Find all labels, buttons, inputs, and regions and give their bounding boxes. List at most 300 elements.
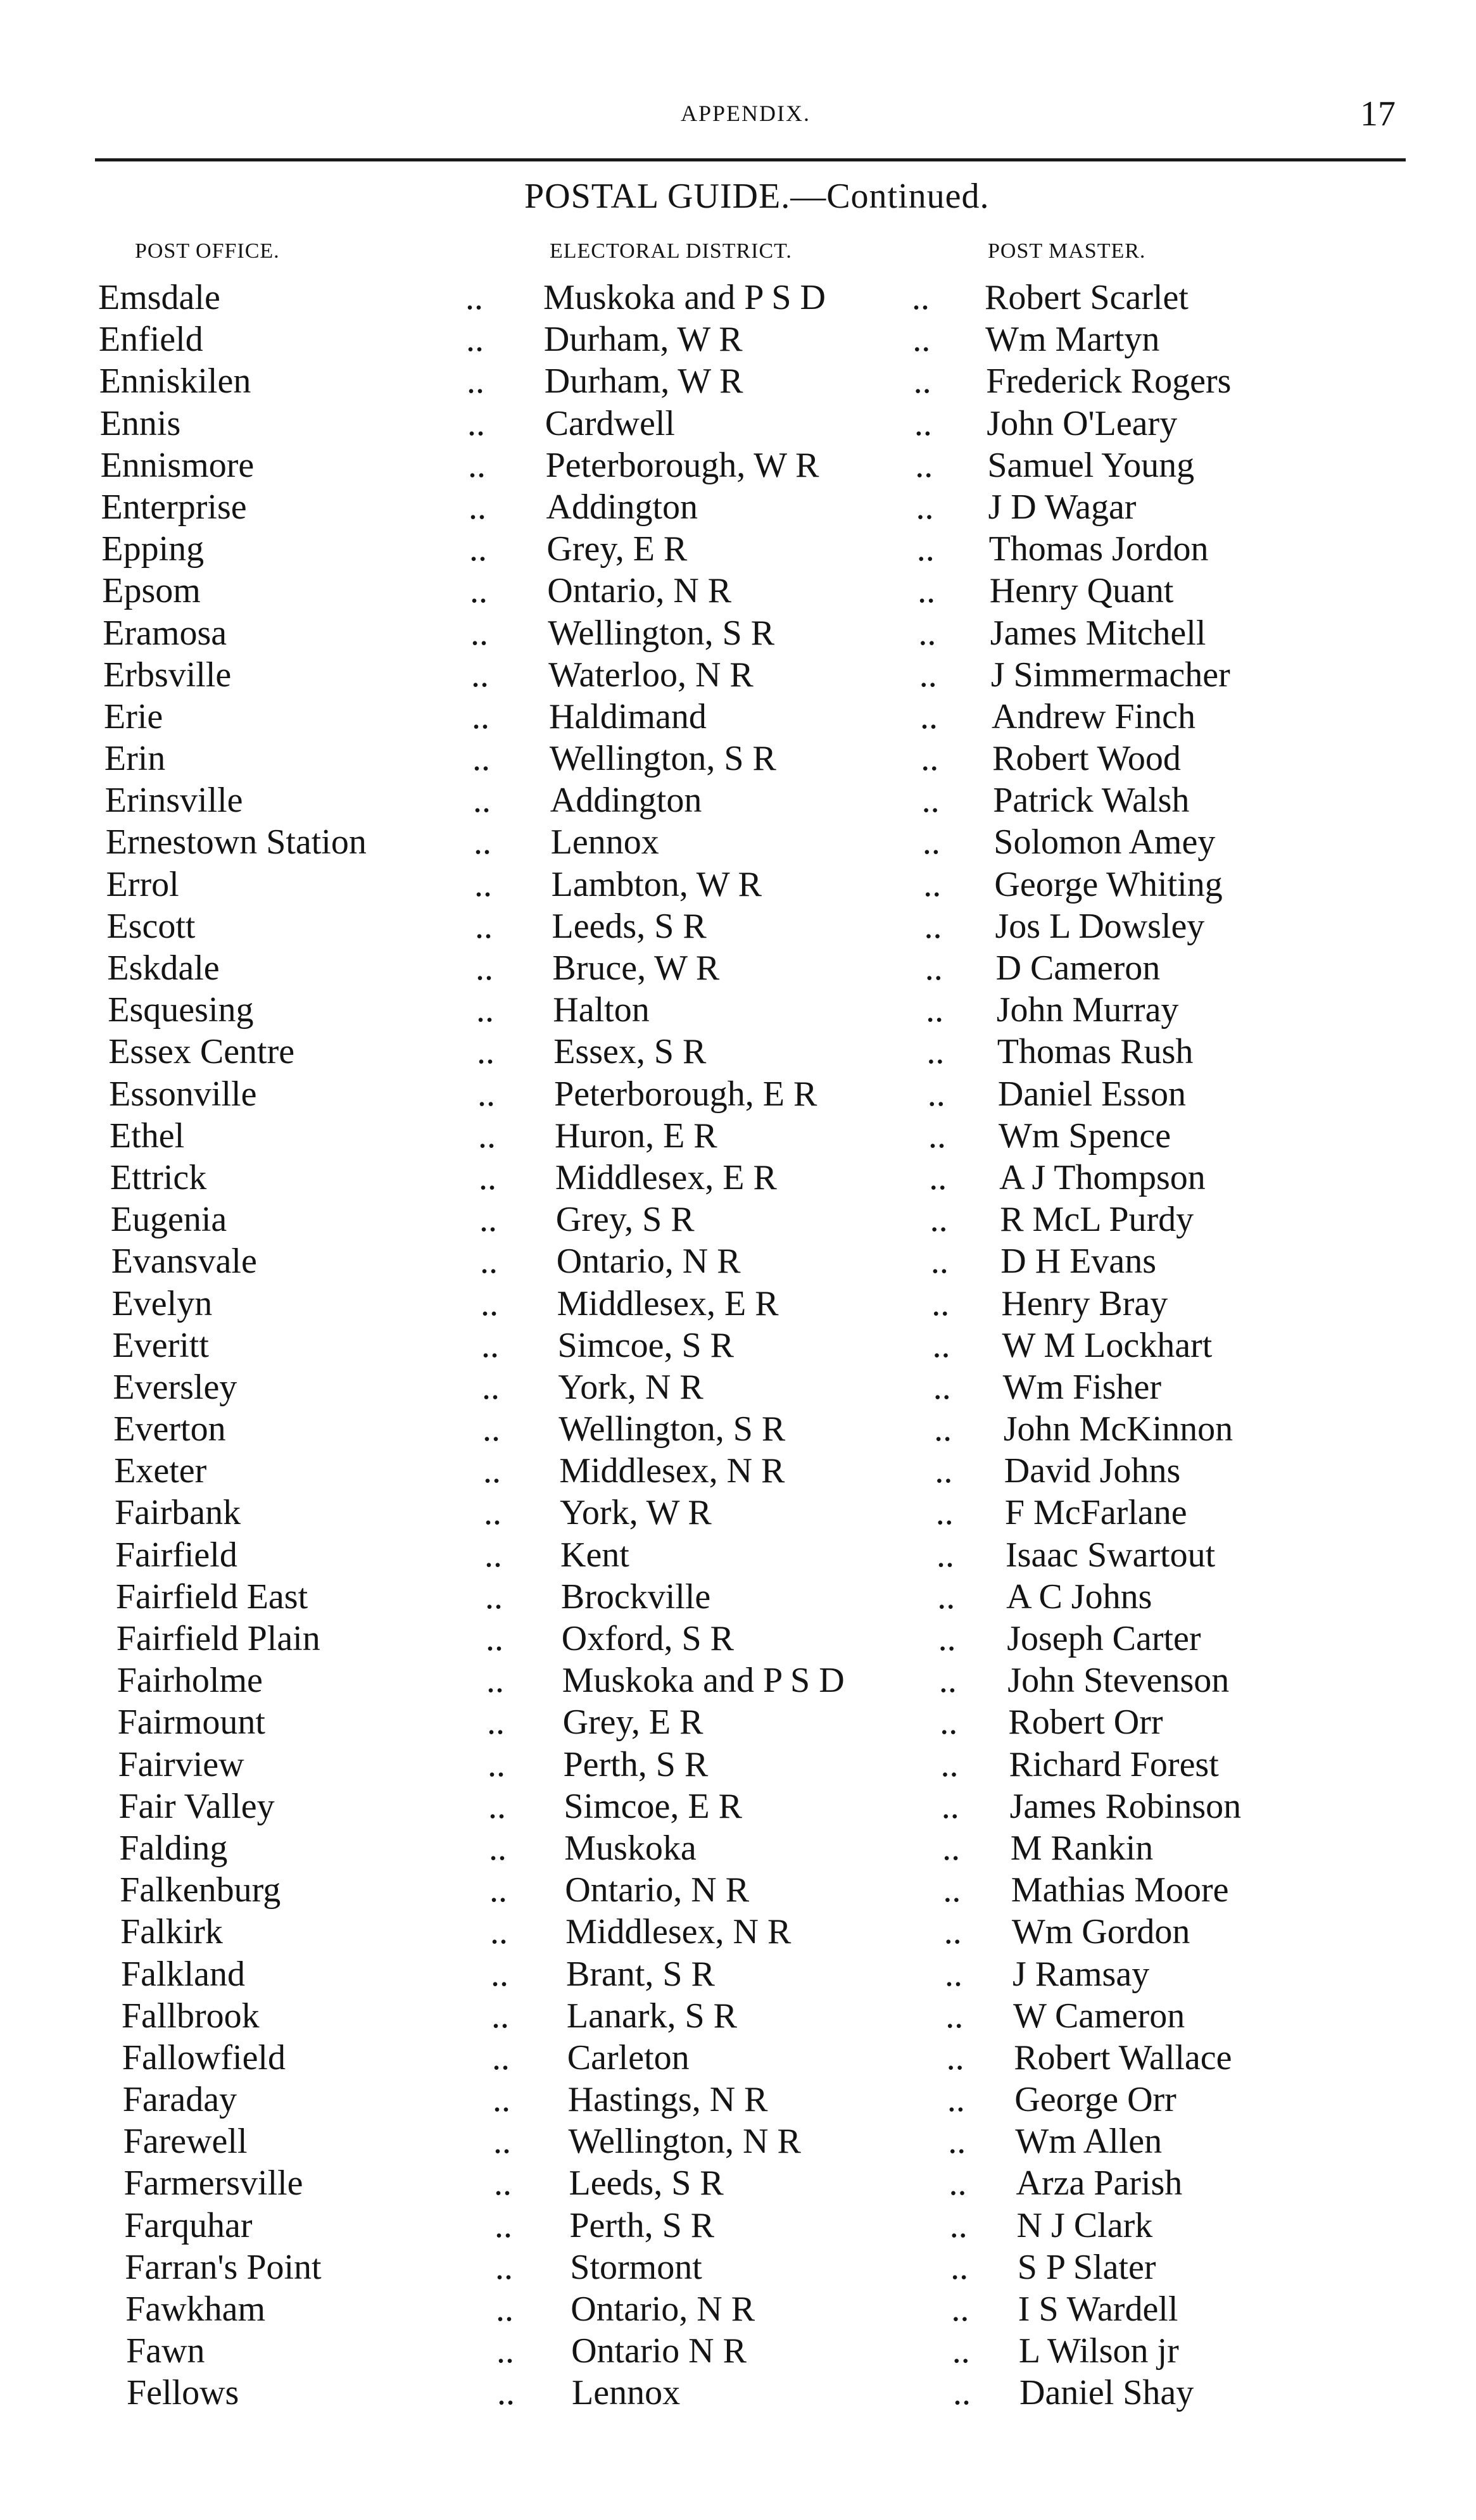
separator-dots: .. [946, 2038, 964, 2077]
table-row [0, 613, 1476, 655]
table-row [0, 1451, 1476, 1492]
post-office-cell: Fairview [118, 1744, 244, 1784]
separator-dots: .. [918, 571, 936, 611]
separator-dots: .. [953, 2373, 971, 2413]
post-office-cell: Farewell [123, 2122, 248, 2162]
separator-dots: .. [467, 362, 484, 401]
electoral-district-cell: Brockville [560, 1577, 711, 1616]
post-master-cell: David Johns [1004, 1451, 1181, 1491]
electoral-district-cell: Muskoka and P S D [562, 1661, 845, 1701]
electoral-district-cell: Grey, S R [555, 1200, 695, 1240]
separator-dots: .. [474, 864, 492, 904]
post-master-cell: James Mitchell [990, 613, 1206, 653]
post-master-cell: Richard Forest [1009, 1744, 1219, 1784]
separator-dots: .. [921, 781, 940, 821]
table-row [0, 1912, 1476, 1953]
separator-dots: .. [470, 613, 488, 653]
separator-dots: .. [943, 1870, 961, 1910]
separator-dots: .. [466, 320, 484, 360]
electoral-district-cell: Muskoka and P S D [543, 278, 826, 317]
separator-dots: .. [487, 1703, 505, 1742]
separator-dots: .. [469, 529, 487, 569]
electoral-district-cell: Perth, S R [569, 2205, 715, 2245]
post-master-cell: Jos L Dowsley [995, 906, 1205, 946]
electoral-district-cell: Simcoe, E R [564, 1786, 742, 1826]
electoral-district-cell: Haldimand [549, 696, 707, 736]
separator-dots: .. [477, 1032, 495, 1072]
table-row [0, 319, 1476, 361]
separator-dots: .. [473, 781, 491, 821]
electoral-district-cell: Ontario, N R [547, 571, 732, 611]
table-row [0, 1367, 1476, 1409]
separator-dots: .. [912, 278, 930, 317]
table-row [0, 1325, 1476, 1367]
post-office-cell: Fawkham [125, 2290, 266, 2329]
electoral-district-cell: Ontario, N R [571, 2290, 755, 2329]
separator-dots: .. [920, 696, 938, 736]
separator-dots: .. [916, 529, 935, 569]
post-office-cell: Falding [119, 1828, 228, 1868]
post-master-cell: Daniel Esson [997, 1074, 1186, 1114]
electoral-district-cell: Grey, E R [546, 529, 688, 569]
post-master-cell: Arza Parish [1016, 2164, 1183, 2203]
table-row [0, 2205, 1476, 2247]
table-row [0, 1535, 1476, 1577]
post-master-cell: J Simmermacher [990, 655, 1230, 695]
post-office-cell: Fellows [127, 2373, 239, 2413]
separator-dots: .. [494, 2164, 512, 2203]
post-office-cell: Erbsville [103, 655, 232, 695]
post-master-cell: Robert Scarlet [985, 278, 1189, 317]
column-header-post-office: POST OFFICE. [135, 239, 280, 263]
separator-dots: .. [481, 1283, 498, 1323]
post-master-cell: John McKinnon [1003, 1409, 1233, 1449]
separator-dots: .. [474, 822, 491, 862]
table-row [0, 1577, 1476, 1618]
post-master-cell: N J Clark [1016, 2205, 1153, 2245]
post-master-cell: Robert Orr [1008, 1703, 1163, 1742]
electoral-district-cell: Stormont [570, 2247, 702, 2287]
separator-dots: .. [922, 822, 940, 862]
separator-dots: .. [933, 1367, 951, 1407]
post-master-cell: L Wilson jr [1018, 2331, 1179, 2371]
separator-dots: .. [926, 990, 944, 1030]
separator-dots: .. [496, 2331, 514, 2371]
post-office-cell: Fairholme [117, 1661, 263, 1701]
separator-dots: .. [465, 278, 483, 317]
separator-dots: .. [488, 1786, 506, 1826]
separator-dots: .. [483, 1409, 500, 1449]
post-master-cell: Mathias Moore [1011, 1870, 1229, 1910]
electoral-district-cell: Waterloo, N R [548, 655, 754, 695]
post-master-cell: Patrick Walsh [993, 781, 1190, 821]
table-row [0, 2121, 1476, 2163]
separator-dots: .. [476, 990, 494, 1030]
post-master-cell: Wm Allen [1015, 2122, 1163, 2162]
separator-dots: .. [479, 1157, 496, 1197]
post-office-cell: Fallbrook [121, 1996, 260, 2036]
post-master-cell: R McL Purdy [1000, 1200, 1194, 1240]
post-master-cell: Henry Quant [989, 571, 1174, 611]
post-office-cell: Epsom [102, 571, 201, 611]
electoral-district-cell: Ontario, N R [556, 1242, 741, 1282]
separator-dots: .. [916, 487, 934, 527]
post-master-cell: John O'Leary [987, 403, 1178, 443]
electoral-district-cell: Wellington, S R [548, 613, 775, 653]
electoral-district-cell: York, N R [558, 1367, 703, 1407]
post-office-cell: Fair Valley [118, 1786, 275, 1826]
table-row [0, 2289, 1476, 2331]
table-row [0, 1199, 1476, 1241]
separator-dots: .. [915, 445, 933, 485]
separator-dots: .. [913, 362, 931, 401]
post-office-cell: Eugenia [110, 1200, 227, 1240]
post-master-cell: Wm Gordon [1011, 1912, 1190, 1952]
post-office-cell: Faraday [122, 2080, 237, 2120]
separator-dots: .. [918, 613, 937, 653]
separator-dots: .. [495, 2205, 512, 2245]
post-master-cell: D Cameron [995, 948, 1161, 988]
table-row [0, 1283, 1476, 1325]
electoral-district-cell: Middlesex, N R [565, 1912, 792, 1952]
electoral-district-cell: Halton [553, 990, 650, 1030]
electoral-district-cell: Wellington, S R [558, 1409, 786, 1449]
table-row [0, 780, 1476, 822]
separator-dots: .. [935, 1451, 953, 1491]
separator-dots: .. [492, 2038, 510, 2077]
separator-dots: .. [486, 1619, 503, 1658]
post-office-cell: Evansvale [111, 1242, 257, 1282]
separator-dots: .. [493, 2080, 510, 2120]
electoral-district-cell: Middlesex, E R [557, 1283, 779, 1323]
post-office-cell: Farquhar [124, 2205, 253, 2245]
electoral-district-cell: Bruce, W R [552, 948, 720, 988]
table-row [0, 2038, 1476, 2079]
post-master-cell: Wm Martyn [985, 320, 1160, 360]
table-row [0, 1786, 1476, 1828]
table-row [0, 1492, 1476, 1534]
separator-dots: .. [940, 1703, 958, 1742]
post-office-cell: Eversley [113, 1367, 237, 1407]
post-office-cell: Erinsville [104, 781, 243, 821]
separator-dots: .. [949, 2205, 968, 2245]
separator-dots: .. [489, 1870, 507, 1910]
separator-dots: .. [475, 906, 493, 946]
post-office-cell: Emsdale [98, 278, 220, 317]
page-number: 17 [1360, 94, 1396, 134]
separator-dots: .. [929, 1157, 947, 1197]
electoral-district-cell: Lambton, W R [551, 864, 762, 904]
table-row [0, 990, 1476, 1031]
table-row [0, 1870, 1476, 1912]
separator-dots: .. [938, 1619, 956, 1658]
electoral-district-cell: Peterborough, E R [554, 1074, 817, 1114]
table-row [0, 529, 1476, 570]
electoral-district-cell: Lanark, S R [566, 1996, 737, 2036]
separator-dots: .. [481, 1325, 499, 1365]
post-office-cell: Falkenburg [120, 1870, 281, 1910]
table-row [0, 277, 1476, 319]
separator-dots: .. [924, 948, 943, 988]
post-office-cell: Eramosa [103, 613, 227, 653]
separator-dots: .. [930, 1200, 948, 1240]
table-row [0, 948, 1476, 990]
post-office-cell: Fairmount [117, 1703, 265, 1742]
post-office-cell: Everton [113, 1409, 226, 1449]
separator-dots: .. [926, 1032, 945, 1072]
separator-dots: .. [952, 2331, 970, 2371]
separator-dots: .. [948, 2122, 966, 2162]
separator-dots: .. [497, 2373, 515, 2413]
post-master-cell: James Robinson [1009, 1786, 1242, 1826]
separator-dots: .. [938, 1661, 957, 1701]
separator-dots: .. [493, 2122, 511, 2162]
post-office-cell: Evelyn [111, 1283, 213, 1323]
separator-dots: .. [945, 1954, 962, 1994]
separator-dots: .. [934, 1409, 952, 1449]
running-head: APPENDIX. [681, 101, 811, 126]
electoral-district-cell: Addington [546, 487, 698, 527]
post-master-cell: I S Wardell [1018, 2290, 1178, 2329]
post-master-cell: J Ramsay [1012, 1954, 1150, 1994]
postal-guide-table [0, 277, 1476, 2415]
table-row [0, 445, 1476, 487]
separator-dots: .. [940, 1744, 959, 1784]
table-row [0, 1074, 1476, 1116]
table-row [0, 1702, 1476, 1744]
electoral-district-cell: Middlesex, E R [555, 1157, 777, 1197]
post-office-cell: Enterprise [101, 487, 247, 527]
separator-dots: .. [930, 1242, 949, 1282]
separator-dots: .. [921, 739, 939, 779]
post-office-cell: Ettrick [110, 1157, 207, 1197]
separator-dots: .. [495, 2247, 513, 2287]
table-row [0, 822, 1476, 864]
post-master-cell: Henry Bray [1001, 1283, 1168, 1323]
post-master-cell: Samuel Young [987, 445, 1195, 485]
post-master-cell: W Cameron [1013, 1996, 1185, 2036]
electoral-district-cell: Lennox [550, 822, 659, 862]
separator-dots: .. [471, 655, 489, 695]
post-master-cell: S P Slater [1017, 2247, 1156, 2287]
table-row [0, 906, 1476, 948]
post-master-cell: Wm Spence [999, 1116, 1171, 1156]
post-office-cell: Fairfield [115, 1535, 237, 1575]
electoral-district-cell: Oxford, S R [561, 1619, 735, 1658]
separator-dots: .. [949, 2164, 967, 2203]
column-header-post-master: POST MASTER. [988, 239, 1146, 263]
post-master-cell: Robert Wallace [1014, 2038, 1232, 2077]
post-office-cell: Fallowfield [122, 2038, 286, 2077]
table-row [0, 738, 1476, 780]
electoral-district-cell: Brant, S R [566, 1954, 715, 1994]
separator-dots: .. [935, 1493, 954, 1533]
post-office-cell: Epping [101, 529, 205, 569]
separator-dots: .. [480, 1242, 498, 1282]
column-header-electoral-district: ELECTORAL DISTRICT. [550, 239, 792, 263]
table-row [0, 361, 1476, 403]
electoral-district-cell: Ontario, N R [565, 1870, 750, 1910]
post-office-cell: Escott [106, 906, 196, 946]
post-office-cell: Everitt [112, 1325, 209, 1365]
separator-dots: .. [491, 1954, 508, 1994]
electoral-district-cell: Lennox [572, 2373, 681, 2413]
table-row [0, 2163, 1476, 2205]
separator-dots: .. [486, 1661, 504, 1701]
post-office-cell: Enfield [98, 320, 203, 360]
table-row [0, 1828, 1476, 1870]
post-office-cell: Farmersville [123, 2164, 303, 2203]
separator-dots: .. [468, 445, 486, 485]
separator-dots: .. [467, 403, 485, 443]
post-office-cell: Fairfield East [115, 1577, 308, 1616]
electoral-district-cell: Wellington, S R [549, 739, 776, 779]
post-master-cell: J D Wagar [988, 487, 1137, 527]
post-office-cell: Ennis [99, 403, 181, 443]
post-office-cell: Essex Centre [108, 1032, 295, 1072]
separator-dots: .. [931, 1283, 950, 1323]
post-master-cell: A J Thompson [999, 1157, 1206, 1197]
separator-dots: .. [483, 1451, 501, 1491]
post-office-cell: Ethel [110, 1116, 185, 1156]
post-office-cell: Erin [104, 739, 166, 779]
separator-dots: .. [496, 2290, 514, 2329]
post-master-cell: Thomas Rush [997, 1032, 1194, 1072]
separator-dots: .. [472, 696, 489, 736]
separator-dots: .. [941, 1786, 959, 1826]
table-row [0, 1241, 1476, 1283]
post-master-cell: M Rankin [1010, 1828, 1154, 1868]
post-office-cell: Errol [106, 864, 179, 904]
separator-dots: .. [485, 1577, 503, 1616]
separator-dots: .. [472, 739, 490, 779]
post-office-cell: Eskdale [107, 948, 220, 988]
table-row [0, 1954, 1476, 1996]
post-office-cell: Falkirk [120, 1912, 223, 1952]
electoral-district-cell: Durham, W R [544, 362, 743, 401]
separator-dots: .. [912, 320, 931, 360]
post-master-cell: John Stevenson [1007, 1661, 1230, 1701]
post-office-cell: Falkland [121, 1954, 245, 1994]
post-master-cell: John Murray [996, 990, 1179, 1030]
table-row [0, 655, 1476, 696]
separator-dots: .. [476, 948, 493, 988]
post-master-cell: George Whiting [994, 864, 1223, 904]
section-title: POSTAL GUIDE.—Continued. [524, 177, 990, 216]
electoral-district-cell: Kent [560, 1535, 629, 1575]
separator-dots: .. [919, 655, 937, 695]
electoral-district-cell: Durham, W R [543, 320, 743, 360]
table-row [0, 2247, 1476, 2289]
electoral-district-cell: Essex, S R [553, 1032, 707, 1072]
electoral-district-cell: Leeds, S R [569, 2164, 724, 2203]
separator-dots: .. [947, 2080, 965, 2120]
table-row [0, 570, 1476, 612]
table-row [0, 2372, 1476, 2414]
post-master-cell: W M Lockhart [1002, 1325, 1213, 1365]
table-row [0, 1618, 1476, 1660]
post-office-cell: Fairfield Plain [116, 1619, 320, 1658]
post-office-cell: Erie [104, 696, 163, 736]
separator-dots: .. [484, 1535, 502, 1575]
post-master-cell: Isaac Swartout [1006, 1535, 1216, 1575]
table-row [0, 487, 1476, 529]
separator-dots: .. [950, 2247, 969, 2287]
post-master-cell: A C Johns [1006, 1577, 1152, 1616]
post-master-cell: Wm Fisher [1002, 1367, 1162, 1407]
table-row [0, 864, 1476, 906]
separator-dots: .. [932, 1325, 950, 1365]
post-master-cell: Thomas Jordon [988, 529, 1209, 569]
post-master-cell: George Orr [1014, 2080, 1176, 2120]
table-row [0, 1116, 1476, 1157]
post-office-cell: Exeter [114, 1451, 207, 1491]
table-row [0, 1031, 1476, 1073]
table-row [0, 1660, 1476, 1702]
table-row [0, 1744, 1476, 1786]
electoral-district-cell: Cardwell [545, 403, 675, 443]
electoral-district-cell: Peterborough, W R [545, 445, 819, 485]
post-office-cell: Fairbank [115, 1493, 241, 1533]
separator-dots: .. [469, 487, 486, 527]
post-master-cell: Andrew Finch [992, 696, 1195, 736]
separator-dots: .. [489, 1828, 507, 1868]
separator-dots: .. [924, 906, 942, 946]
electoral-district-cell: York, W R [560, 1493, 712, 1533]
post-master-cell: Daniel Shay [1019, 2373, 1194, 2413]
post-master-cell: D H Evans [1000, 1242, 1157, 1282]
separator-dots: .. [490, 1912, 508, 1952]
electoral-district-cell: Huron, E R [555, 1116, 717, 1156]
electoral-district-cell: Perth, S R [563, 1744, 709, 1784]
post-master-cell: Joseph Carter [1007, 1619, 1201, 1658]
electoral-district-cell: Ontario N R [571, 2331, 747, 2371]
separator-dots: .. [479, 1200, 497, 1240]
separator-dots: .. [470, 571, 488, 611]
separator-dots: .. [945, 1996, 964, 2036]
post-office-cell: Enniskilen [99, 362, 251, 401]
post-master-cell: F McFarlane [1004, 1493, 1187, 1533]
table-row [0, 1157, 1476, 1199]
post-office-cell: Esquesing [108, 990, 254, 1030]
separator-dots: .. [914, 403, 932, 443]
separator-dots: .. [943, 1912, 962, 1952]
separator-dots: .. [477, 1074, 495, 1114]
post-office-cell: Farran's Point [125, 2247, 322, 2287]
table-row [0, 2331, 1476, 2372]
post-office-cell: Fawn [126, 2331, 205, 2371]
separator-dots: .. [484, 1493, 501, 1533]
electoral-district-cell: Leeds, S R [552, 906, 707, 946]
separator-dots: .. [923, 864, 942, 904]
separator-dots: .. [951, 2290, 969, 2329]
post-master-cell: Robert Wood [992, 739, 1181, 779]
post-master-cell: Solomon Amey [993, 822, 1216, 862]
post-office-cell: Essonville [109, 1074, 257, 1114]
separator-dots: .. [937, 1535, 954, 1575]
table-row [0, 696, 1476, 738]
electoral-district-cell: Muskoka [564, 1828, 697, 1868]
electoral-district-cell: Grey, E R [562, 1703, 703, 1742]
separator-dots: .. [927, 1074, 945, 1114]
post-master-cell: Frederick Rogers [986, 362, 1232, 401]
separator-dots: .. [491, 1996, 509, 2036]
electoral-district-cell: Hastings, N R [567, 2080, 768, 2120]
electoral-district-cell: Addington [550, 781, 702, 821]
table-row [0, 2079, 1476, 2121]
separator-dots: .. [478, 1116, 496, 1156]
electoral-district-cell: Wellington, N R [568, 2122, 801, 2162]
